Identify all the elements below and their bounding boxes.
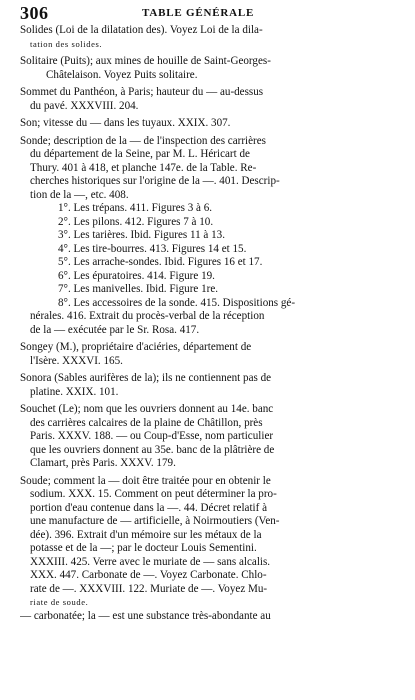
entry-line: XXX. 447. Carbonate de —. Voyez Carbonate. Chlo-	[30, 569, 267, 581]
entry-line: 8°. Les accessoires de la sonde. 415. Dispositions gé-	[58, 296, 296, 309]
entry-line: Souchet (Le); nom que les ouvriers donnent au 14e. banc	[20, 403, 274, 415]
entry-line: Sonora (Sables aurifères de la); ils ne contiennent pas de	[20, 372, 272, 384]
running-header	[20, 3, 400, 25]
index-entry-sommet	[20, 86, 390, 113]
index-entry-sonde	[20, 135, 390, 338]
entry-line: 4°. Les tire-bourres. 413. Figures 14 et 15.	[58, 242, 247, 255]
entry-line: du département de la Seine, par M. L. Héricart de	[30, 148, 250, 160]
page-number: 306	[20, 3, 49, 23]
entry-line: platine. XXIX. 101.	[30, 385, 119, 398]
entry-line: que les ouvriers donnent au 35e. banc de la plâtrière de	[30, 443, 275, 456]
index-entry-songey	[20, 341, 390, 368]
entry-line: Paris. XXXV. 188. — ou Coup-d'Esse, nom particulier	[30, 430, 274, 442]
entry-line: Châtelaison. Voyez Puits solitaire.	[46, 68, 198, 81]
entry-line: nérales. 416. Extrait du procès-verbal de la réception	[30, 310, 265, 322]
entry-line: sodium. XXX. 15. Comment on peut déterminer la pro-	[30, 488, 277, 500]
entry-line: riate de soude.	[30, 597, 89, 607]
entry-line: Thury. 401 à 418, et planche 147e. de la Table. Re-	[30, 161, 257, 174]
index-entries	[20, 24, 390, 627]
entry-line: Clamart, près Paris. XXXV. 179.	[30, 457, 176, 469]
entry-line: XXXIII. 425. Verre avec le muriate de — sans alcalis.	[30, 555, 271, 568]
entry-line: 2°. Les pilons. 412. Figures 7 à 10.	[58, 215, 214, 228]
entry-line: — carbonatée; la — est une substance très-abondante au	[20, 609, 271, 622]
index-entry-sonora	[20, 372, 390, 399]
entry-line: 7°. Les manivelles. Ibid. Figure 1re.	[58, 283, 219, 295]
entry-line: Solides (Loi de la dilatation des). Voyez Loi de la dila-	[20, 24, 263, 36]
entry-line: 3°. Les tarières. Ibid. Figures 11 à 13.	[58, 229, 226, 241]
entry-line: rate de —. XXXVIII. 122. Muriate de —. Voyez Mu-	[30, 582, 268, 595]
entry-line: Soude; comment la — doit être traitée pour en obtenir le	[20, 474, 271, 487]
entry-line: Sonde; description de la — de l'inspection des carrières	[20, 134, 266, 147]
index-entry-solitaire	[20, 55, 390, 82]
entry-line: tation des solides.	[30, 38, 103, 49]
entry-line: de la — exécutée par le Sr. Rosa. 417.	[30, 323, 200, 336]
entry-line: une manufacture de — artificielle, à Noirmoutiers (Ven-	[30, 515, 280, 527]
entry-line: des carrières calcaires de la plaine de Châtillon, près	[30, 416, 263, 429]
entry-line: 1°. Les trépans. 411. Figures 3 à 6.	[58, 202, 213, 214]
entry-line: portion d'eau contenue dans la —. 44. Décret relatif à	[30, 501, 268, 514]
index-entry-son	[20, 117, 390, 131]
index-entry-solides	[20, 24, 390, 51]
entry-line: dée). 396. Extrait d'un mémoire sur les métaux de la	[30, 528, 262, 541]
entry-line: Sommet du Panthéon, à Paris; hauteur du — au-dessus	[20, 86, 264, 98]
entry-line: Solitaire (Puits); aux mines de houille de Saint-Georges-	[20, 55, 271, 67]
entry-line: l'Isère. XXXVI. 165.	[30, 354, 123, 367]
entry-line: tion de la —, etc. 408.	[30, 188, 129, 201]
index-entry-souchet	[20, 403, 390, 471]
index-entry-soude	[20, 475, 390, 624]
entry-line: cherches historiques sur l'origine de la —. 401. Descrip-	[30, 175, 280, 187]
entry-line: du pavé. XXXVIII. 204.	[30, 99, 139, 112]
running-title: TABLE GÉNÉRALE	[142, 7, 255, 19]
entry-line: Songey (M.), propriétaire d'aciéries, département de	[20, 341, 252, 353]
entry-line: Son; vitesse du — dans les tuyaux. XXIX. 307.	[20, 117, 231, 129]
entry-line: 5°. Les arrache-sondes. Ibid. Figures 16 et 17.	[58, 256, 263, 268]
entry-line: potasse et de la —; par le docteur Louis Sementini.	[30, 542, 257, 554]
entry-line: 6°. Les épuratoires. 414. Figure 19.	[58, 269, 215, 282]
